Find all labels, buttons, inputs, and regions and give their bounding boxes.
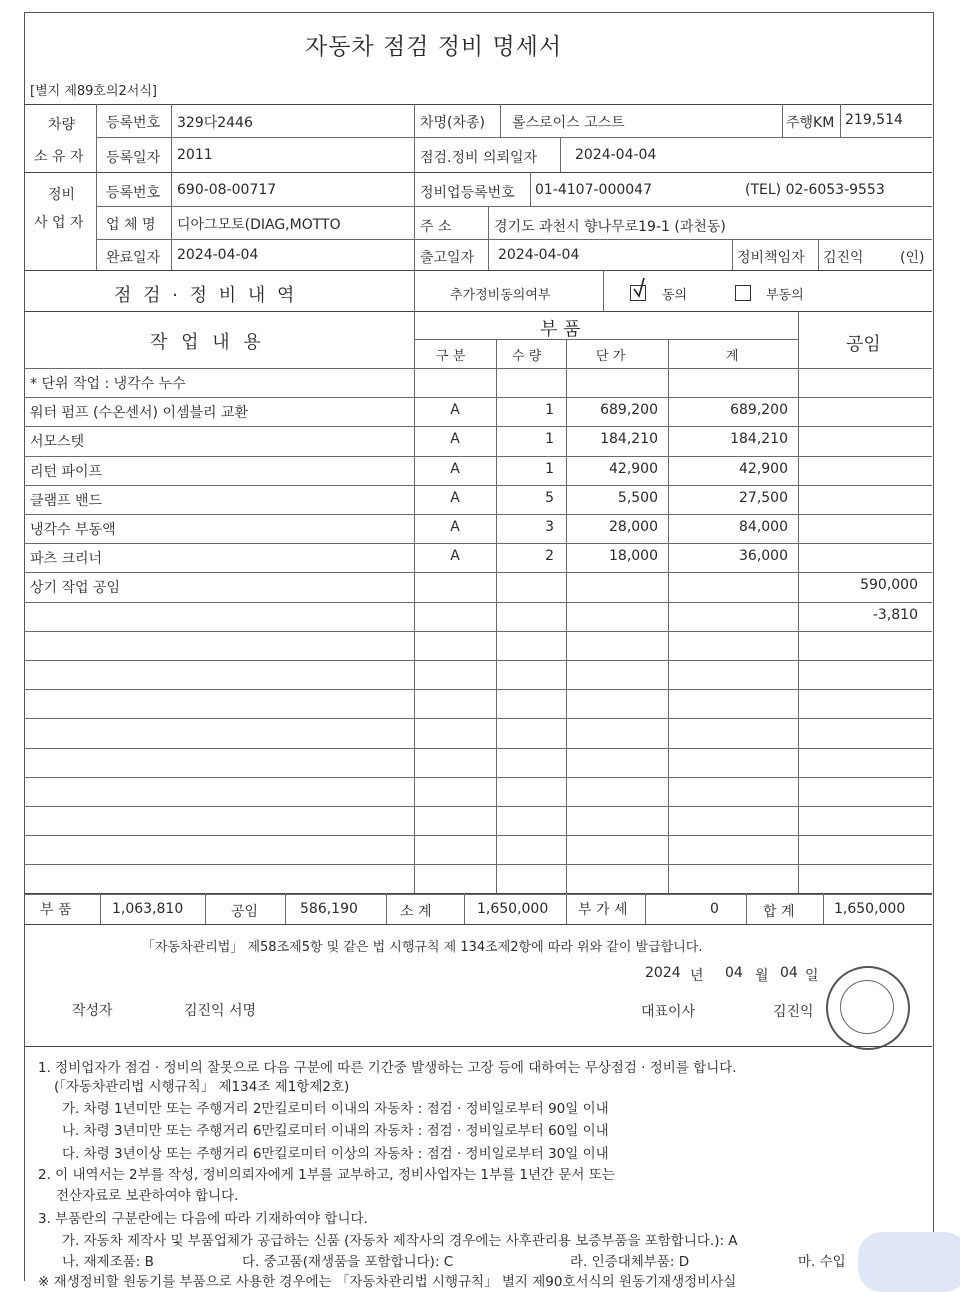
table-row-rule [24,748,932,749]
table-column-rule [566,339,567,894]
sub-header-category: 구 분 [436,349,466,364]
total-labor-value: 586,190 [300,901,358,917]
note-line: 나. 차령 3년미만 또는 주행거리 6만킬로미터 이내의 자동차 : 점검 · 정비일로부터 60일 이내 [62,1123,609,1139]
table-row-rule [24,835,932,836]
parts-header: 부 품 [540,319,581,340]
company-seal-stamp [826,966,910,1050]
rule [24,368,932,369]
disagree-label: 부동의 [766,288,804,303]
row-description: * 단위 작업 : 냉각수 누수 [30,376,186,392]
issue-day: 04 [780,965,798,981]
table-row-rule [24,572,932,573]
row-unit: 5,500 [617,489,658,506]
rule [24,270,932,271]
business-group-label: 정비 [48,187,76,203]
table-row-rule [24,864,932,865]
rule [386,893,387,924]
rule [24,1046,932,1047]
note-line: 3. 부품란의 구분란에는 다음에 따라 기재하여야 합니다. [38,1211,368,1227]
rule [414,339,798,340]
subtotal-value: 1,650,000 [477,901,549,917]
note-line: 라. 인증대체부품: D [570,1254,690,1270]
row-unit: 42,900 [609,460,658,477]
table-column-rule [668,339,669,894]
sub-header-sum: 계 [726,349,739,364]
total-labor-label: 공임 [231,904,259,920]
row-unit: 689,200 [600,402,658,419]
note-line: 마. 수입 [798,1254,846,1270]
company-name-value: 디아그모토(DIAG,MOTTO [177,217,341,233]
row-description: 클램프 밴드 [30,492,103,509]
rule [530,172,531,206]
row-cat: A [450,548,460,565]
rule [24,924,932,925]
subtotal-label: 소 계 [400,904,432,920]
km-label: 주행KM [786,115,835,131]
vehicle-group-label: 차량 [48,117,76,133]
rule [500,104,501,137]
row-cat: A [450,519,460,535]
note-line: 1. 정비업자가 점검 · 정비의 잘못으로 다음 구분에 따른 기간중 발생하는 고장 등에 대하여는 무상점검 · 정비를 합니다. [38,1060,737,1076]
rule [840,104,841,137]
table-row-rule [24,631,932,632]
agree-checkbox[interactable] [630,285,646,301]
rule [782,104,783,137]
rule [171,104,172,270]
issue-statement: 「자동차관리법」 제58조제5항 및 같은 법 시행규칙 제 134조제2항에 따라 위와 같이 발급합니다. [142,940,703,955]
sub-header-qty: 수 량 [512,349,542,364]
row-description: 서모스텟 [30,434,85,451]
row-cat: A [450,460,460,477]
manager-value: 김진익 [823,250,864,266]
manager-label: 정비책임자 [737,250,805,266]
table-row-rule [24,485,932,486]
row-description: 냉각수 부동액 [30,522,116,538]
table-row-rule [24,456,932,457]
rule [488,206,489,270]
rule [100,893,101,924]
note-line: 가. 자동차 제작사 및 부품업체가 공급하는 신품 (자동차 제작사의 경우에는 사후관리용 보증부품을 포함합니다.): A [62,1233,738,1249]
issue-year-unit: 년 [690,968,704,984]
issue-month-unit: 월 [755,968,769,984]
disagree-checkbox[interactable] [735,285,751,301]
row-unit: 184,210 [600,431,658,448]
row-labor: 590,000 [860,577,918,594]
row-cat: A [450,402,460,419]
writer-signature: 김진익 서명 [184,1003,257,1019]
rule [96,104,97,270]
row-sum: 36,000 [739,548,788,565]
rule [464,893,465,924]
rule [285,893,286,924]
row-unit: 18,000 [609,548,658,565]
rule [205,893,206,924]
rule [24,311,932,312]
seal-mark: (인) [900,250,925,266]
writer-label: 작성자 [72,1003,113,1019]
note-line: (「자동차관리법 시행규칙」 제134조 제1항제2호) [54,1079,350,1095]
row-qty: 1 [545,431,554,448]
company-name-label: 업 체 명 [106,217,156,233]
table-row-rule [24,397,932,398]
biz-reg-no-label: 등록번호 [106,185,161,201]
rule [96,239,932,240]
rule [560,137,561,172]
rule [746,893,747,924]
note-line: 다. 차령 3년이상 또는 주행거리 6만킬로미터 이상의 자동차 : 점검 · 정비일로부터 30일 이내 [62,1146,609,1162]
out-date-label: 출고일자 [420,250,475,266]
document-title: 자동차 점검 정비 명세서 [305,34,563,60]
done-date-label: 완료일자 [106,250,161,266]
rule [24,893,932,894]
note-line: 나. 재제조품: B [62,1254,154,1270]
rule [566,893,567,924]
note-line: ※ 재생정비할 원동기를 부품으로 사용한 경우에는 「자동차관리법 시행규칙」 별지 제90호서식의 원동기재생정비사실 [38,1274,737,1290]
rule [818,239,819,270]
operator-group-label: 사 업 자 [34,215,84,231]
table-row-rule [24,426,932,427]
note-line: 2. 이 내역서는 2부를 작성, 정비의뢰자에게 1부를 교부하고, 정비사업자는 1부를 1년간 문서 또는 [38,1167,615,1183]
sub-header-unit: 단 가 [596,349,626,364]
issue-year: 2024 [645,965,681,981]
row-description: 상기 작업 공임 [30,580,121,597]
row-qty: 1 [545,402,554,419]
out-date-value: 2024-04-04 [498,247,580,263]
row-cat: A [450,431,460,448]
section-title: 점 검 · 정 비 내 역 [114,285,298,306]
row-qty: 5 [545,489,554,506]
table-row-rule [24,689,932,690]
vat-value: 0 [710,901,719,917]
table-row-rule [24,806,932,807]
ceo-name: 김진익 [773,1004,814,1020]
request-date-value: 2024-04-04 [575,147,657,163]
row-description: 워터 펌프 (수온센서) 이셈블리 교환 [30,405,249,422]
row-unit: 28,000 [609,519,658,535]
issue-day-unit: 일 [805,968,819,984]
table-row-rule [24,718,932,719]
note-line: 다. 중고품(재생품을 포함합니다): C [242,1254,454,1270]
row-sum: 184,210 [730,431,788,448]
request-date-label: 점검.정비 의뢰일자 [420,150,538,166]
reg-no-value: 329다2446 [177,115,253,131]
row-sum: 689,200 [730,402,788,419]
reg-date-label: 등록일자 [106,150,161,166]
row-qty: 2 [545,548,554,565]
rule [96,137,932,138]
table-column-rule [496,339,497,894]
work-header: 작 업 내 용 [150,332,265,353]
consent-label: 추가정비동의여부 [450,288,551,303]
total-parts-value: 1,063,810 [112,901,184,917]
note-line: 가. 차령 1년미만 또는 주행거리 2만킬로미터 이내의 자동차 : 점검 · 정비일로부터 90일 이내 [62,1101,609,1117]
total-parts-label: 부 품 [40,902,72,918]
address-value: 경기도 과천시 향나무로19-1 (과천동) [494,219,726,235]
overlay-bubble [858,1232,960,1292]
reg-date-value: 2011 [177,147,213,163]
row-description: 리턴 파이프 [30,463,103,480]
ceo-label: 대표이사 [641,1004,696,1020]
rule [645,893,646,924]
reg-no-label: 등록번호 [106,115,161,131]
row-sum: 42,900 [739,460,788,477]
done-date-value: 2024-04-04 [177,247,259,263]
row-description: 파츠 크리너 [30,551,103,568]
km-value: 219,514 [845,112,903,128]
table-row-rule [24,602,932,603]
row-sum: 27,500 [739,489,788,506]
vat-label: 부 가 세 [578,902,628,918]
license-label: 정비업등록번호 [420,185,515,201]
row-sum: 84,000 [739,519,788,535]
license-value: 01-4107-000047 [535,182,652,198]
address-label: 주 소 [420,219,452,235]
rule [24,104,932,105]
model-value: 롤스로이스 고스트 [512,115,625,131]
owner-group-label: 소 유 자 [34,149,84,165]
issue-month: 04 [725,965,743,981]
rule [24,172,932,173]
rule [603,270,604,311]
labor-header: 공임 [846,334,881,355]
model-label: 차명(차종) [420,115,486,131]
table-row-rule [24,514,932,515]
grand-total-label: 합 계 [763,904,795,920]
form-id: [별지 제89호의2서식] [30,84,157,99]
grand-total-value: 1,650,000 [834,901,906,917]
check-mark-icon [632,277,650,299]
rule [96,206,932,207]
tel-value: (TEL) 02-6053-9553 [745,182,885,198]
biz-reg-no-value: 690-08-00717 [177,182,277,198]
agree-label: 동의 [662,288,688,303]
row-qty: 1 [545,460,554,477]
rule [732,239,733,270]
table-row-rule [24,660,932,661]
seal-inner-ring [840,980,894,1034]
row-labor: -3,810 [872,606,918,623]
rule [823,893,824,924]
row-cat: A [450,489,460,506]
table-row-rule [24,543,932,544]
row-qty: 3 [545,519,554,535]
note-line: 전산자료로 보관하여야 합니다. [56,1188,239,1204]
table-row-rule [24,777,932,778]
